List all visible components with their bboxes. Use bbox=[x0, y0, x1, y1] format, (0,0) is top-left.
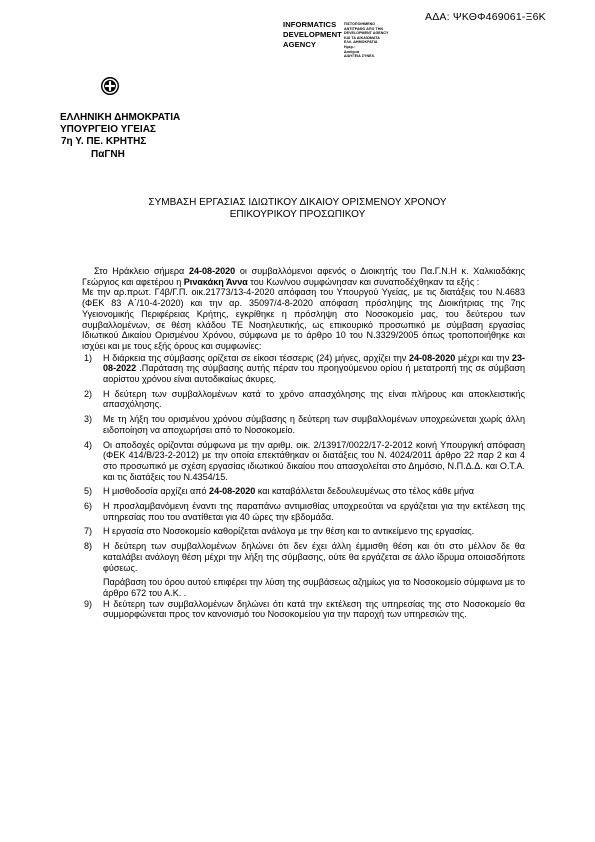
header-line-state: ΕΛΛΗΝΙΚΗ ΔΗΜΟΚΡΑΤΙΑ bbox=[60, 112, 181, 123]
term-item: 1) Η διάρκεια της σύμβασης ορίζεται σε είκοσι τέσσερις (24) μήνες, αρχίζει την 24-08-2020 μέχρι και την 23-08-2022 .Παράταση της σύμβασης αυτής πέραν του προηγούμενου ορίου ή μετατροπή της σε σύμβαση αορίστου χρόνου είναι αυτοδικαίως άκυρες. bbox=[84, 352, 525, 385]
term-item: 7) Η εργασία στο Νοσοκομείο καθορίζεται ανάλογα με την θέση και το αντικείμενο της εργασίας. bbox=[84, 526, 475, 537]
title-line-2: ΕΠΙΚΟΥΡΙΚΟΥ ΠΡΟΣΩΠΙΚΟΥ bbox=[229, 209, 366, 221]
issuer-header bbox=[60, 112, 180, 161]
term-item: 8) Η δεύτερη των συμβαλλομένων δηλώνει ότι δεν έχει άλλη έμμισθη θέση και ότι στο μέλλον δε θα καταλάβει ανάλογη θέση μέχρι την λήξη της σύμβασης, ούτε θα εργάζεται σε άλλο ίδρυμα οποιασδήποτε φύσεως. bbox=[84, 541, 525, 573]
stamp-left-text: INFORMATICS DEVELOPMENT AGENCY bbox=[283, 20, 342, 49]
greek-emblem-icon bbox=[101, 77, 119, 95]
stamp-right-text: ΠΙΣΤΟΠΟΙΗΜΕΝΟ ΑΝΤΙΓΡΑΦΟ ΑΠΟ ΤΗΝ DEVELOPMENT AGENCY ΚΑΙ ΤΑ ΔΙΚΑΙΩΜΑΤΑ ΕΛΛ. ΔΗΜΟΚΡΑΤΙΑ Ημερ.: Διαύγεια ΔΙΑΥΓΕΙΑ ΣΥΝΕΧ. bbox=[344, 22, 389, 59]
intro-paragraph-2: Με την αρ.πρωτ. Γ4β/Γ.Π. οικ.21773/13-4-2020 απόφαση του Υπουργού Υγείας, με τις διατάξεις του Ν.4683 (ΦΕΚ 83 Α΄/10-4-2020) και την αρ. 35097/4-8-2020 απόφαση πρόσληψης της Διοικήτριας της 7ης Υγειονομικής Περιφέρειας Κρήτης, εγκρίθηκε η πρόσληψη στο Νοσοκομείο μας, του δεύτερου των συμβαλλομένων, σε θέση κλάδου ΤΕ Νοσηλευτικής, ως επικουρικό προσωπικό με σύμβαση εργασίας Ιδιωτικού Δικαίου Ορισμένου Χρόνου, σύμφωνα με το άρθρο 10 του Ν.3329/2005 όπως τροποποιήθηκε και ισχύει και με τους εξής όρους και συμφωνίες: bbox=[82, 287, 525, 351]
term-item: 4) Οι αποδοχές ορίζονται σύμφωνα με την αριθμ. οικ. 2/13917/0022/17-2-2012 κοινή Υπουργική απόφαση (ΦΕΚ 414/Β/23-2-2012) με την οποία επεκτάθηκαν οι διατάξεις του Ν. 4024/2011 άρθρο 22 παρ 2 και 4 στο προσωπικό με σχέση εργασίας ιδιωτικού δικαίου που απασχολείται στο Δημόσιο, Ν.Π.Δ.Δ. και Ο.Τ.Α. και τις διατάξεις του Ν.4354/15. bbox=[84, 439, 525, 482]
ada-code: ΑΔΑ: ΨΚΘΦ469061-Ξ6Κ bbox=[425, 11, 546, 23]
term-item: 2) Η δεύτερη των συμβαλλομένων κατά το χρόνο απασχόλησης της είναι πλήρους και αποκλειστικής απασχόλησης. bbox=[84, 388, 525, 410]
contract-body bbox=[82, 266, 525, 624]
header-line-ministry: ΥΠΟΥΡΓΕΙΟ ΥΓΕΙΑΣ bbox=[60, 124, 156, 136]
term-item: 5) Η μισθοδοσία αρχίζει από 24-08-2020 και καταβάλλεται δεδουλευμένως στο τέλος κάθε μήνα bbox=[84, 486, 475, 497]
header-line-region: 7η Υ. ΠΕ. ΚΡΗΤΗΣ bbox=[61, 136, 147, 148]
title-line-1: ΣΥΜΒΑΣΗ ΕΡΓΑΣΙΑΣ ΙΔΙΩΤΙΚΟΥ ΔΙΚΑΙΟΥ ΟΡΙΣΜΕΝΟΥ ΧΡΟΝΟΥ bbox=[148, 197, 447, 208]
term-item: 6) Η προσλαμβανόμενη έναντι της παραπάνω αντιμισθίας υποχρεούται να εργάζεται για την εκτέλεση της υπηρεσίας που του ανατίθεται για 40 ώρες την εβδομάδα. bbox=[84, 501, 525, 522]
document-title bbox=[0, 197, 595, 222]
intro-paragraph-1: Στο Ηράκλειο σήμερα 24-08-2020 οι συμβαλλόμενοι αφενός ο Διοικητής του Πα.Γ.Ν.Η κ. Χαλκιαδάκης Γεώργιος και αφετέρου η Ρινακάκη Άννα του Κων/νου συμφώνησαν και συναποδέχθηκαν τα εξής : bbox=[82, 266, 525, 287]
term-item: 3) Με τη λήξη του ορισμένου χρόνου σύμβασης η δεύτερη των συμβαλλομένων υποχρεώνεται χωρίς άλλη ειδοποίηση να αποχωρήσει από το Νοσοκομείο. bbox=[84, 414, 525, 435]
terms-list-continued bbox=[82, 599, 525, 620]
term-8-continuation: Παράβαση του όρου αυτού επιφέρει την λύση της συμβάσεως αζημίως για το Νοσοκομείο σύμφωνα με το άρθρο 672 του Α.Κ. . bbox=[103, 577, 525, 598]
terms-list bbox=[82, 353, 525, 574]
diavgeia-stamp bbox=[283, 20, 423, 59]
term-item: 9) Η δεύτερη των συμβαλλομένων δηλώνει ότι κατά την εκτέλεση της υπηρεσίας της στο Νοσοκομείο θα συμμορφώνεται προς τον κανονισμό του Νοσοκομείου για την παροχή των υπηρεσιών της. bbox=[84, 598, 525, 620]
header-line-hospital: ΠαΓΝΗ bbox=[91, 148, 125, 160]
